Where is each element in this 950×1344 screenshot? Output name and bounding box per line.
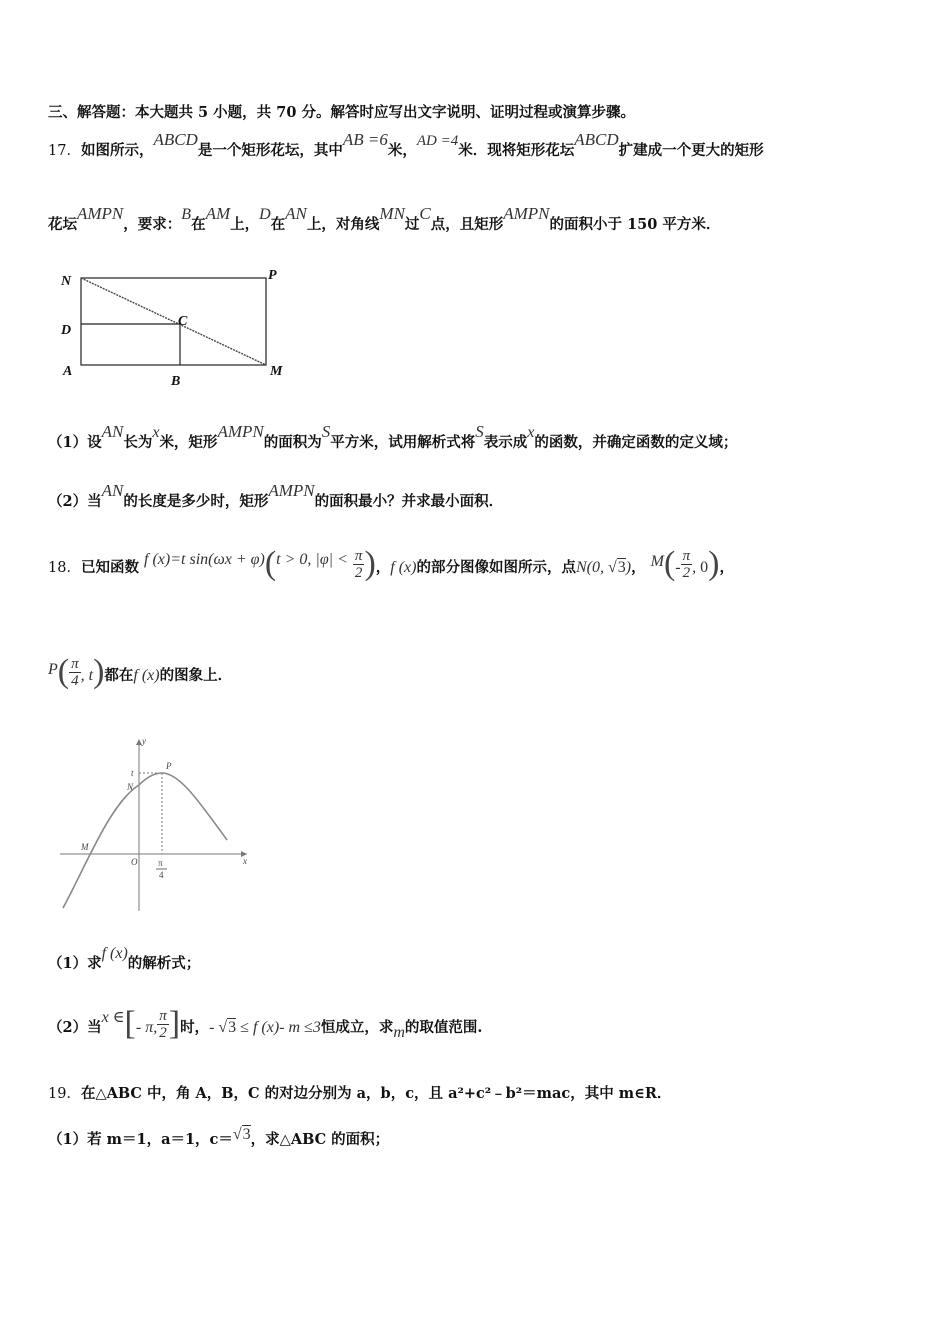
math-d: D [259, 206, 271, 223]
math-ab-6: AB =6 [342, 130, 388, 149]
q18-line-2: P( $\frac{\pi}{4}$ , t)都在f (x)的图象上． [48, 653, 233, 690]
label-n: N [61, 274, 72, 289]
section-header: 三、解答题：本大题共 5 小题，共 70 分。解答时应写出文字说明、证明过程或演算步骤。 [48, 104, 635, 121]
math-mn: MN [379, 204, 405, 223]
label-x: x [243, 856, 247, 866]
q17-line-2: 花坛AMPN，要求：B在AM上，D在AN上，对角线MN过C点，且矩形AMPN的面积小于 150 平方米． [48, 204, 721, 233]
math-fx: f (x) [390, 559, 417, 576]
math-sqrt3: √3 [232, 1126, 251, 1143]
q17-part-1: （1）设AN长为x米，矩形AMPN的面积为S平方米，试用解析式将S表示成x的函数，并确定函数的定义域； [48, 422, 738, 451]
label-y: y [142, 736, 146, 746]
sine-curve [63, 773, 227, 908]
math-am: AM [205, 204, 231, 223]
q18-part-2: （2）当x ∈[- π, $\frac{\pi}{2}$ ]时，- √3 ≤ f (x)- m ≤3恒成立，求m的取值范围. [48, 1005, 483, 1042]
math-c: C [419, 204, 431, 223]
math-an: AN [285, 204, 307, 223]
math-ad-4: AD =4 [416, 133, 459, 149]
q19-line-1: 19．在△ABC 中，角 A，B，C 的对边分别为 a，b，c，且 a²+c²﹣b²＝mac，其中 m∈R． [48, 1085, 672, 1102]
label-m: M [270, 364, 283, 379]
math-point-n: N(0, √3) [575, 559, 632, 576]
math-f-definition: f (x)=t sin(ωx + φ) [144, 551, 265, 568]
label-o: O [131, 857, 138, 867]
math-condition: t > 0, |φ| < [276, 551, 348, 568]
math-point-m: M [650, 553, 664, 570]
q18-part-1: （1）求f (x)的解析式； [48, 945, 201, 972]
label-a: A [63, 364, 73, 379]
label-n: N [127, 782, 134, 792]
math-ampn: AMPN [217, 422, 264, 441]
q18-function-graph [55, 733, 260, 915]
math-ampn: AMPN [268, 481, 315, 500]
math-abcd-2: ABCD [574, 130, 619, 149]
math-ampn: AMPN [77, 204, 124, 223]
label-c: C [178, 314, 188, 329]
math-x: x [527, 424, 535, 441]
label-b: B [171, 374, 181, 389]
label-d: D [61, 323, 72, 338]
label-four: 4 [159, 870, 164, 880]
math-fx: f (x) [101, 945, 128, 962]
label-t: t [131, 768, 134, 778]
label-p: P [166, 761, 172, 771]
math-x: x [152, 424, 160, 441]
math-ampn-2: AMPN [503, 204, 550, 223]
math-an: AN [101, 481, 124, 500]
q17-number: 17． [48, 143, 81, 159]
math-b: B [181, 206, 192, 223]
q19-part-1: （1）若 m＝1，a＝1，c＝√3，求△ABC 的面积； [48, 1126, 390, 1148]
label-p: P [268, 268, 277, 283]
label-pi: π [158, 858, 163, 868]
label-m: M [81, 842, 89, 852]
q18-line-1: 18．已知函数 f (x)=t sin(ωx + φ)(t > 0, |φ| < $\frac{\pi}{2}$ )，f (x)的部分图像如图所示，点N(0, √3)， M(- $\frac{\pi}{2}$ , 0)， [48, 545, 734, 582]
math-fx: f (x) [133, 667, 160, 684]
q17-line-1: 17．如图所示，ABCD是一个矩形花坛，其中AB =6米，AD =4米．现将矩形花坛ABCD扩建成一个更大的矩形 [48, 130, 764, 159]
q17-rectangle-figure [55, 264, 305, 392]
q17-part-2: （2）当AN的长度是多少时，矩形AMPN的面积最小？并求最小面积． [48, 481, 504, 510]
diagonal-nm [81, 278, 266, 365]
math-abcd: ABCD [153, 130, 198, 149]
math-s: S [321, 422, 331, 441]
math-point-p: P [48, 661, 58, 678]
math-s: S [475, 422, 484, 441]
math-inequality: - √3 ≤ f (x)- m ≤3 [209, 1019, 321, 1036]
math-an: AN [101, 422, 124, 441]
